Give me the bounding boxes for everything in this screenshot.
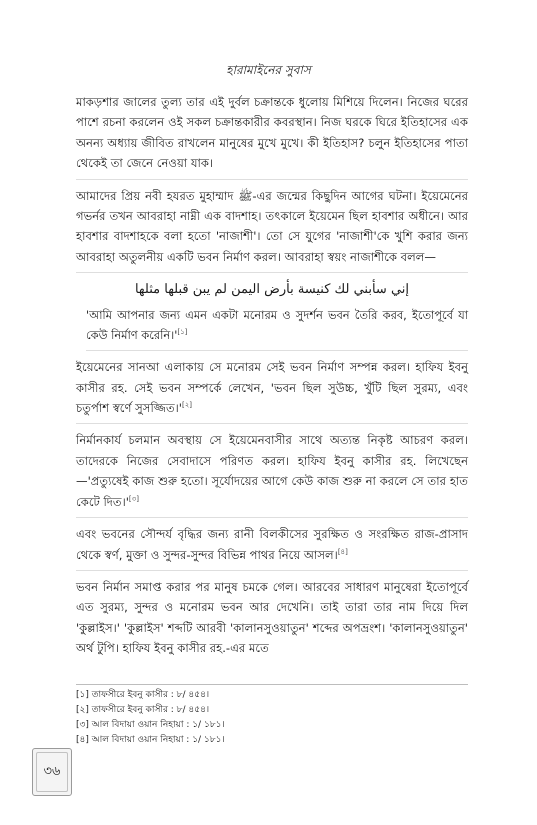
arabic-quote: إني سأبني لك كنيسة بأرض اليمن لم يبن قبلها مثلها xyxy=(134,282,410,298)
footnote-2: [২] তাফসীরে ইবনু কাসীর : ৮/ ৪৫৪। xyxy=(76,705,210,715)
body-text xyxy=(76,92,468,664)
footnote-ref-2: [২] xyxy=(181,401,192,410)
footnote-4: [৪] আল বিদায়া ওয়ান নিহায়া : ১/ ১৮১। xyxy=(76,735,225,745)
footnote-ref-4: [৪] xyxy=(337,547,348,556)
footnote-3: [৩] আল বিদায়া ওয়ান নিহায়া : ১/ ১৮১। xyxy=(76,720,225,730)
footnotes xyxy=(76,684,468,748)
paragraph-5-text: এবং ভবনের সৌন্দর্য বৃদ্ধির জন্য রানী বিলকীসের সুরক্ষিত ও সংরক্ষিত রাজ-প্রাসাদ থেকে স্বর্ণ, মুক্তা ও সুন্দর-সুন্দর বিভিন্ন পাথর নিয়ে আসল। xyxy=(76,527,468,562)
page-number: ৩৬ xyxy=(36,752,68,792)
paragraph-4 xyxy=(76,430,468,518)
footnote-1: [১] তাফসীরে ইবনু কাসীর : ৮/ ৪৫৪। xyxy=(76,690,210,700)
translation-text: 'আমি আপনার জন্য এমন একটা মনোরম ও সুদর্শন ভবন তৈরি করব, ইতোপূর্বে যা কেউ নির্মাণ করেনি।' xyxy=(86,308,468,343)
paragraph-4-text: নির্মানকার্য চলমান অবস্থায় সে ইয়েমেনবাসীর সাথে অত্যন্ত নিকৃষ্ট আচরণ করল। তাদেরকে নিজের সেবাদাসে পরিণত করল। হাফিয ইবনু কাসীর রহ. লিখেছেন—'প্রত্যুষেই কাজ শুরু হতো। সূর্যোদয়ের আগে কেউ কাজ শুরু না করলে সে তার হাত কেটে দিত।' xyxy=(76,433,468,509)
page-number-box xyxy=(32,748,72,796)
footnote-ref-3: [৩] xyxy=(128,494,139,503)
footnote-ref-1: [১] xyxy=(177,328,188,337)
paragraph-3 xyxy=(76,357,468,424)
paragraph-3-text: ইয়েমেনের সানআ এলাকায় সে মনোরম সেই ভবন নির্মাণ সম্পন্ন করল। হাফিয ইবনু কাসীর রহ. সেই ভবন সম্পর্কে লেখেন, 'ভবন ছিল সুউচ্চ, খুঁটি ছিল সুরম্য, এবং চতুর্পাশ স্বর্ণে সুসজ্জিত।' xyxy=(76,360,468,416)
paragraph-2: আমাদের প্রিয় নবী হযরত মুহাম্মাদ ﷺ-এর জন্মের কিছুদিন আগের ঘটনা। ইয়েমেনের গভর্নর তখন আবরাহা নাম্নী এক বাদশাহ। তৎকালে ইয়েমেন ছিল হাবশার অধীনে। আর হাবশার বাদশাহকে বলা হতো 'নাজাশী'। তো সে যুগের 'নাজাশী'কে খুশি করার জন্য আবরাহা অতুলনীয় একটি ভবন নির্মাণ করল। আবরাহা স্বয়ং নাজাশীকে বলল— xyxy=(76,186,468,274)
paragraph-1: মাকড়শার জালের তুল্য তার এই দুর্বল চক্রান্তকে ধুলোয় মিশিয়ে দিলেন। নিজের ঘরের পাশে রচনা করলেন ওই সকল চক্রান্তকারীর কবরস্থান। নিজ ঘরকে ঘিরে ইতিহাসের এক অনন্য অধ্যায় জীবিত রাখলেন মানুষের মুখে মুখে। কী ইতিহাস? চলুন ইতিহাসের পাতা থেকেই তা জেনে নেওয়া যাক। xyxy=(76,92,468,180)
running-header: হারামাইনের সুবাস xyxy=(226,63,311,77)
translation-quote xyxy=(86,305,468,351)
paragraph-5 xyxy=(76,524,468,571)
paragraph-6: ভবন নির্মান সমাপ্ত করার পর মানুষ চমকে গেল। আরবের সাধারণ মানুষেরা ইতোপূর্বে এত সুরম্য, সুন্দর ও মনোরম ভবন আর দেখেনি। তাই তারা তার নাম দিয়ে দিল 'কুল্লাইস।' 'কুল্লাইস' শব্দটি আরবী 'কালানসুওয়াতুন' শব্দের অপভ্রংশ। 'কালানসুওয়াতুন' অর্থ টুপি। হাফিয ইবনু কাসীর রহ.-এর মতে xyxy=(76,579,468,656)
